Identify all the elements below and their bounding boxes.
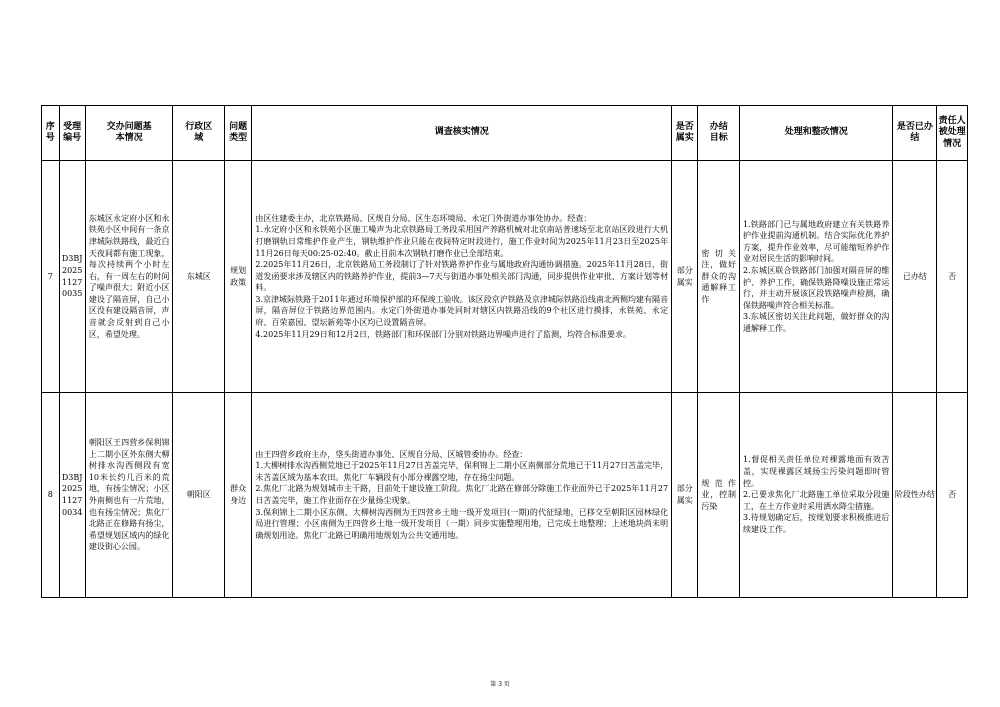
- cell-handling: [740, 393, 893, 598]
- cell-code: D3BJ20251127 0035: [59, 161, 85, 393]
- cell-type: 群众身边: [224, 393, 251, 598]
- handling-para: 3.待规划确定后，按规划要求积极推进后续建设工作。: [743, 513, 890, 534]
- cell-problem: 东城区永定府小区和永铁苑小区中间有一条京津城际铁路线，最近白天夜间都有施工现象，每次持续两个小时左右，有一周左右的时间了噪声很大；附近小区建设了隔音屏，自己小区没有建设隔音屏，声音就会反射到自己小区，希望处理。: [85, 161, 173, 393]
- cell-verified: 部分属实: [672, 161, 698, 393]
- investigation-para: 4.2025年11月29日和12月2日，铁路部门和环保部门分别对铁路边界噪声进行了监测，均符合标准要求。: [255, 329, 631, 339]
- header-row: [42, 106, 968, 161]
- handling-para: 1.督促相关责任单位对裸露地面有效苫盖，实现裸露区域扬尘污染问题即时管控。: [743, 455, 890, 488]
- investigation-para: 由区住建委主办，北京铁路局、区规自分局、区生态环境局、永定门外街道办事处协办。经查：: [255, 213, 592, 223]
- table-row: [42, 393, 968, 598]
- complaint-table: [41, 105, 968, 598]
- header-investigation: 调查核实情况: [252, 106, 672, 161]
- header-seq: 序号: [42, 106, 60, 161]
- handling-para: 2.东城区联合铁路部门加强对隔音屏的维护、养护工作，确保铁路降噪设施正常运行，并主动开展该区段铁路噪声检测，确保铁路噪声符合相关标准。: [743, 265, 890, 310]
- investigation-para: 由王四营乡政府主办，垡头街道办事处、区规自分局、区城管委协办。经查：: [255, 449, 528, 459]
- header-goal: 办结目标: [698, 106, 740, 161]
- cell-investigation: [252, 161, 672, 393]
- cell-done: 阶段性办结: [893, 393, 937, 598]
- cell-code: D3BJ20251127 0034: [59, 393, 85, 598]
- cell-district: 东城区: [173, 161, 225, 393]
- cell-verified: 部分属实: [672, 393, 698, 598]
- investigation-para: 3.保利锦上二期小区东侧、大柳树沟西侧为王四营乡土地一级开发项目(一期)的代征绿地，已移交至朝阳区园林绿化局进行管理；小区南侧为王四营乡土地一级开发项目（一期）同步实施整理用地，已完成土地整理；上述地块尚未明确规划用途。焦化厂北路已明确用地规划为公共交通用地。: [255, 507, 669, 540]
- investigation-para: 1.大柳树排水沟西侧荒地已于2025年11月27日苫盖完毕，保利锦上二期小区南侧部分荒地已于11月27日苫盖完毕，未苫盖区域为基本农田。焦化厂车辆段有小部分裸露空地，存在扬尘问题。: [255, 461, 669, 482]
- cell-handling: [740, 161, 893, 393]
- header-district: 行政区域: [173, 106, 225, 161]
- header-accountable: 责任人被处理情况: [937, 106, 968, 161]
- investigation-para: 2.2025年11月26日，北京铁路局工务段制订了针对铁路养护作业与属地政府沟通协调措施。2025年11月28日，街道发函要求涉及辖区内的铁路养护作业，提前3—7天与街道办事处相关部门沟通，同步提供作业审批、方案计划等材料。: [255, 260, 669, 293]
- cell-type: 规划政策: [224, 161, 251, 393]
- cell-seq: 7: [42, 161, 60, 393]
- cell-seq: 8: [42, 393, 60, 598]
- handling-para: 1.铁路部门已与属地政府建立有关铁路养护作业提前沟通机制。结合实际优化养护方案，提升作业效率，尽可能缩短养护作业对居民生活的影响时间。: [743, 219, 890, 264]
- investigation-para: 1.永定府小区和永铁苑小区施工噪声为北京铁路局工务段采用国产养路机械对北京南站普速场至北京站区段进行大机打磨钢轨日常维护作业产生，钢轨维护作业只能在夜间特定时段进行，施工作业时间为2025年11月23日至2025年11月26日每天00:25-02:40。截止目前本次钢轨打磨作业已全部结束。: [255, 225, 669, 258]
- cell-goal: 规范作业，控制污染: [698, 393, 740, 598]
- handling-para: 3.东城区密切关注此问题，做好群众的沟通解释工作。: [743, 312, 890, 333]
- cell-done: 已办结: [893, 161, 937, 393]
- header-verified: 是否属实: [672, 106, 698, 161]
- cell-goal: 密切关注，做好群众的沟通解释工作: [698, 161, 740, 393]
- header-handling: 处理和整改情况: [740, 106, 893, 161]
- header-problem: 交办问题基本情况: [85, 106, 173, 161]
- cell-district: 朝阳区: [173, 393, 225, 598]
- header-type: 问题类型: [224, 106, 251, 161]
- investigation-para: 2.焦化厂北路为规划城市主干路，目前处于建设施工阶段。焦化厂北路在修部分除施工作业面外已于2025年11月27日苫盖完毕，施工作业面存在少量扬尘现象。: [255, 484, 669, 505]
- handling-para: 2.已要求焦化厂北路施工单位采取分段施工，在土方作业时采用洒水降尘措施。: [743, 490, 890, 511]
- cell-accountable: 否: [937, 161, 968, 393]
- header-done: 是否已办结: [893, 106, 937, 161]
- page-number: 第 3 页: [490, 681, 510, 688]
- cell-problem: 朝阳区王四营乡保利锦上二期小区外东侧大柳树排水沟西侧段有宽10米长约几百米的荒地，有扬尘情况；小区外南侧也有一片荒地，也有扬尘情况；焦化厂北路正在修路有扬尘，希望规划区域内的绿化建设街心公园。: [85, 393, 173, 598]
- cell-accountable: 否: [937, 393, 968, 598]
- table-row: [42, 161, 968, 393]
- cell-investigation: [252, 393, 672, 598]
- header-code: 受理编号: [59, 106, 85, 161]
- investigation-para: 3.京津城际铁路于2011年通过环境保护部的环保竣工验收。该区段京沪铁路及京津城际铁路沿线南北两侧均建有隔音屏，隔音屏位于铁路边界范围内。永定门外街道办事处同时对辖区内铁路沿线的9个社区进行摸排，永铁苑、永定府、百荣嘉园、望坛新苑等小区均已设置隔音屏。: [255, 294, 669, 328]
